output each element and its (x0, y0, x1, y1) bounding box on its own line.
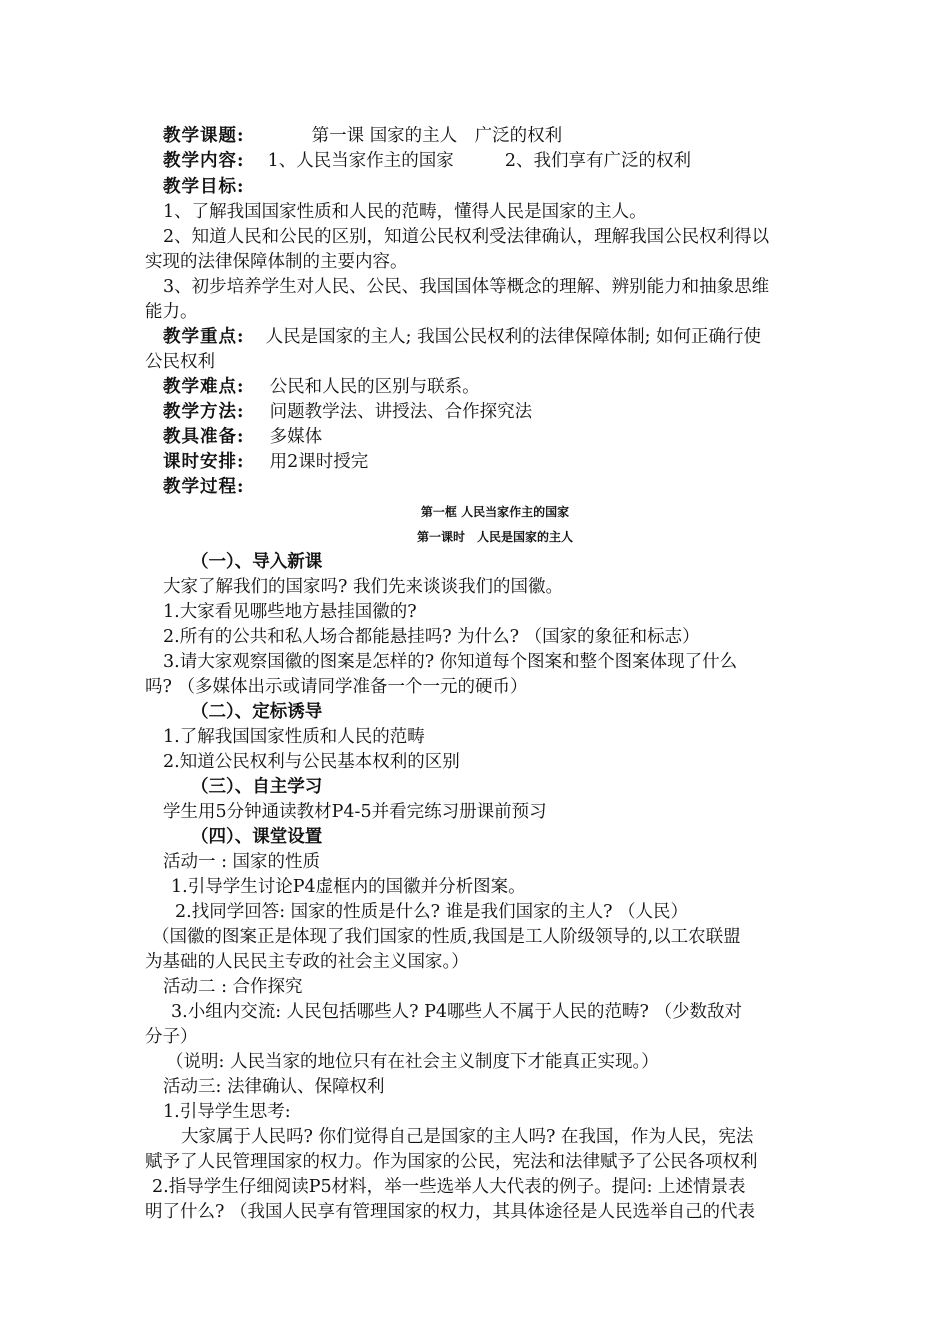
content-label: 教学内容: (163, 151, 245, 171)
paragraph: 2.指导学生仔细阅读P5材料，举一些选举人大代表的例子。提问: 上述情景表 (152, 1177, 746, 1197)
paragraph: 1.引导学生讨论P4虚框内的国徽并分析图案。 (171, 877, 526, 897)
key-label: 教学重点: (163, 327, 245, 347)
paragraph: 吗? （多媒体出示或请同学准备一个一元的硬币） (145, 677, 528, 697)
paragraph: 2.找同学回答: 国家的性质是什么? 谁是我们国家的主人? （人民） (175, 902, 689, 922)
paragraph: 2.知道公民权利与公民基本权利的区别 (163, 752, 460, 772)
schedule-value: 用2课时授完 (269, 452, 369, 472)
activity-1-title: 活动一 : 国家的性质 (163, 852, 321, 872)
method-value: 问题教学法、讲授法、合作探究法 (269, 402, 533, 422)
paragraph: 学生用5分钟通读教材P4-5并看完练习册课前预习 (163, 802, 547, 822)
paragraph: 明了什么? （我国人民享有管理国家的权力，其具体途径是人民选举自己的代表 (145, 1202, 755, 1222)
method-row (163, 400, 532, 425)
schedule-row (163, 450, 368, 475)
paragraph: 为基础的人民民主专政的社会主义国家。） (145, 952, 469, 972)
paragraph: 2.所有的公共和私人场合都能悬挂吗? 为什么? （国家的象征和标志） (163, 627, 700, 647)
paragraph: 3.请大家观察国徽的图案是怎样的? 你知道每个图案和整个图案体现了什么 (163, 652, 738, 672)
tools-value: 多媒体 (269, 427, 323, 447)
tools-label: 教具准备: (163, 427, 245, 447)
tools-row (163, 425, 322, 450)
difficulty-value: 公民和人民的区别与联系。 (269, 377, 480, 397)
content-item-1: 1、人民当家作主的国家 (267, 151, 454, 171)
paragraph: 3.小组内交流: 人民包括哪些人? P4哪些人不属于人民的范畴? （少数敌对 (171, 1002, 742, 1022)
goal-1: 1、了解我国国家性质和人民的范畴，懂得人民是国家的主人。 (163, 202, 647, 222)
schedule-label: 课时安排: (163, 452, 245, 472)
section-title-2: 第一课时 人民是国家的主人 (416, 530, 573, 544)
section-title-1: 第一框 人民当家作主的国家 (420, 505, 570, 519)
goal-3-line1: 3、初步培养学生对人民、公民、我国国体等概念的理解、辨别能力和抽象思维 (163, 277, 770, 297)
topic-label: 教学课题: (163, 126, 245, 146)
method-label: 教学方法: (163, 402, 245, 422)
content-item-2: 2、我们享有广泛的权利 (504, 151, 692, 171)
paragraph: 分子） (145, 1027, 198, 1047)
topic-row (163, 124, 562, 149)
difficulty-row (163, 375, 480, 400)
paragraph: 大家了解我们的国家吗? 我们先来谈谈我们的国徽。 (163, 577, 563, 597)
goal-3-line2: 能力。 (145, 302, 198, 322)
paragraph: （说明: 人民当家的地位只有在社会主义制度下才能真正实现。） (166, 1052, 659, 1072)
heading-self-study: （三）、自主学习 (191, 777, 323, 797)
content-row (163, 149, 691, 174)
process-label: 教学过程: (163, 477, 245, 497)
difficulty-label: 教学难点: (163, 377, 245, 397)
topic-value: 第一课 国家的主人 广泛的权利 (311, 126, 563, 146)
paragraph: 1.了解我国国家性质和人民的范畴 (163, 727, 425, 747)
paragraph: 赋予了人民管理国家的权力。作为国家的公民，宪法和法律赋予了公民各项权利 (145, 1152, 758, 1172)
heading-intro: （一）、导入新课 (191, 552, 323, 572)
heading-classroom: （四）、课堂设置 (191, 827, 323, 847)
paragraph: 1.引导学生思考: (163, 1102, 291, 1122)
key-value-line2: 公民权利 (145, 352, 215, 372)
goal-2-line1: 2、知道人民和公民的区别，知道公民权利受法律确认，理解我国公民权利得以 (163, 227, 770, 247)
key-value-line1: 人民是国家的主人; 我国公民权利的法律保障体制; 如何正确行使 (265, 327, 762, 347)
paragraph: 大家属于人民吗? 你们觉得自己是国家的主人吗? 在我国，作为人民，宪法 (181, 1127, 754, 1147)
activity-2-title: 活动二 : 合作探究 (163, 977, 303, 997)
goal-2-line2: 实现的法律保障体制的主要内容。 (145, 252, 408, 272)
goals-label: 教学目标: (163, 177, 245, 197)
paragraph: （国徽的图案正是体现了我们国家的性质,我国是工人阶级领导的,以工农联盟 (152, 927, 741, 947)
activity-3-title: 活动三: 法律确认、保障权利 (163, 1077, 385, 1097)
paragraph: 1.大家看见哪些地方悬挂国徽的? (163, 602, 417, 622)
heading-goals: （二）、定标诱导 (191, 702, 323, 722)
key-row (163, 325, 761, 350)
